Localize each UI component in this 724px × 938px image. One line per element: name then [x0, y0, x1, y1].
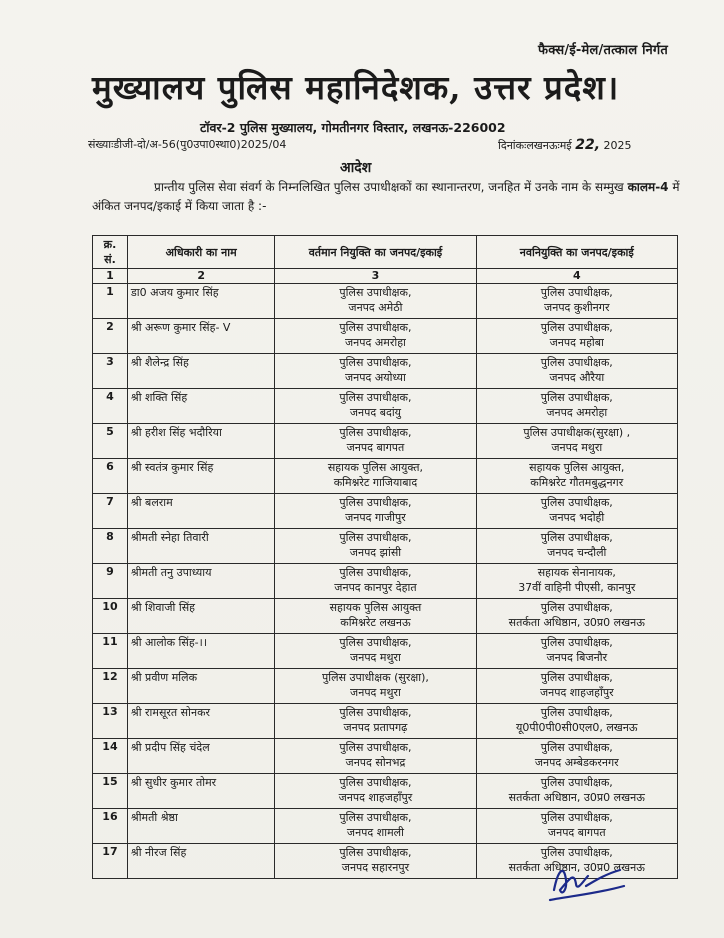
signature-icon: [540, 850, 630, 910]
officer-name-cell: श्री अरूण कुमार सिंह- V: [127, 319, 274, 354]
current-posting-cell: [275, 494, 476, 529]
serial-number-cell: 8: [93, 529, 128, 564]
new-posting-cell: [476, 634, 677, 669]
date-prefix: दिनांकःलखनऊःमई: [498, 139, 572, 152]
posting-line: जनपद बिजनौर: [546, 651, 608, 664]
table-row: [93, 669, 678, 704]
current-posting-cell: [275, 774, 476, 809]
posting-line: पुलिस उपाधीक्षक,: [540, 706, 613, 719]
current-posting-cell: [275, 389, 476, 424]
table-row: [93, 774, 678, 809]
table-row: [93, 354, 678, 389]
serial-number-cell: 7: [93, 494, 128, 529]
table-row: [93, 284, 678, 319]
posting-line: पुलिस उपाधीक्षक,: [540, 391, 613, 404]
serial-number-cell: 11: [93, 634, 128, 669]
current-posting-cell: [275, 424, 476, 459]
new-posting-cell: [476, 599, 677, 634]
header-serial: क्र. सं.: [93, 236, 128, 269]
table-row: [93, 599, 678, 634]
current-posting-cell: [275, 669, 476, 704]
current-posting-cell: [275, 529, 476, 564]
new-posting-cell: [476, 284, 677, 319]
reference-line: [88, 137, 668, 152]
new-posting-cell: [476, 669, 677, 704]
posting-line: पुलिस उपाधीक्षक,: [540, 636, 613, 649]
officer-name-cell: श्री बलराम: [127, 494, 274, 529]
posting-line: पुलिस उपाधीक्षक,: [540, 671, 613, 684]
serial-number-cell: 1: [93, 284, 128, 319]
reference-number: संख्याःडीजी-दो/अ-56(पु0उपा0स्था0)2025/04: [88, 138, 287, 151]
column-number: 1: [93, 269, 128, 284]
serial-number-cell: 16: [93, 809, 128, 844]
office-address: टॉवर-2 पुलिस मुख्यालय, गोमतीनगर विस्तार, लखनऊ-226002: [200, 120, 506, 135]
posting-line: पुलिस उपाधीक्षक,: [540, 531, 613, 544]
posting-line: सतर्कता अधिष्ठान, उ0प्र0 लखनऊ: [508, 861, 645, 874]
order-date: [498, 137, 632, 153]
posting-line: पुलिस उपाधीक्षक,: [339, 846, 412, 859]
intro-text-1: प्रान्तीय पुलिस सेवा संवर्ग के निम्नलिखित पुलिस उपाधीक्षकों का स्थानान्तरण, जनहित में उनके नाम के सम्मुख: [154, 180, 628, 194]
posting-line: पुलिस उपाधीक्षक,: [339, 356, 412, 369]
table-row: [93, 739, 678, 774]
order-title: आदेश: [340, 160, 372, 176]
posting-line: जनपद शाहजहाँपुर: [338, 791, 413, 804]
officer-name-cell: श्री रामसूरत सोनकर: [127, 704, 274, 739]
posting-line: जनपद शामली: [346, 826, 404, 839]
posting-line: सहायक पुलिस आयुक्त,: [529, 461, 625, 474]
intro-column-ref: कालम-4: [627, 180, 669, 194]
posting-line: जनपद बागपत: [547, 826, 606, 839]
serial-number-cell: 6: [93, 459, 128, 494]
header-new-posting: नवनियुक्ति का जनपद/इकाई: [476, 236, 677, 269]
posting-line: यू0पी0पी0सी0एल0, लखनऊ: [515, 721, 638, 734]
serial-number-cell: 13: [93, 704, 128, 739]
posting-line: पुलिस उपाधीक्षक,: [339, 286, 412, 299]
serial-number-cell: 3: [93, 354, 128, 389]
current-posting-cell: [275, 739, 476, 774]
new-posting-cell: [476, 354, 677, 389]
posting-line: पुलिस उपाधीक्षक,: [540, 601, 613, 614]
officer-name-cell: श्री शक्ति सिंह: [127, 389, 274, 424]
new-posting-cell: [476, 389, 677, 424]
posting-line: पुलिस उपाधीक्षक,: [540, 286, 613, 299]
current-posting-cell: [275, 844, 476, 879]
posting-line: पुलिस उपाधीक्षक,: [339, 496, 412, 509]
table-row: [93, 529, 678, 564]
table-row: [93, 389, 678, 424]
posting-line: सतर्कता अधिष्ठान, उ0प्र0 लखनऊ: [508, 791, 645, 804]
posting-line: जनपद महोबा: [549, 336, 604, 349]
serial-number-cell: 14: [93, 739, 128, 774]
current-posting-cell: [275, 564, 476, 599]
new-posting-cell: [476, 564, 677, 599]
new-posting-cell: [476, 494, 677, 529]
new-posting-cell: [476, 704, 677, 739]
column-number: 3: [275, 269, 476, 284]
posting-line: जनपद अयोध्या: [345, 371, 406, 384]
posting-line: जनपद बागपत: [346, 441, 405, 454]
officer-name-cell: श्रीमती स्नेहा तिवारी: [127, 529, 274, 564]
new-posting-cell: [476, 459, 677, 494]
posting-line: जनपद अम्बेडकरनगर: [534, 756, 619, 769]
posting-line: जनपद कुशीनगर: [544, 301, 610, 314]
table-row: [93, 809, 678, 844]
transfer-table: [92, 235, 678, 879]
new-posting-cell: [476, 529, 677, 564]
posting-line: पुलिस उपाधीक्षक,: [339, 426, 412, 439]
serial-number-cell: 17: [93, 844, 128, 879]
posting-line: जनपद सहारनपुर: [341, 861, 410, 874]
posting-line: सहायक पुलिस आयुक्त: [329, 601, 422, 614]
posting-line: कमिश्नरेट गौतमबुद्धनगर: [530, 476, 624, 489]
posting-line: पुलिस उपाधीक्षक,: [339, 706, 412, 719]
posting-line: कमिश्नरेट गाजियाबाद: [333, 476, 418, 489]
posting-line: पुलिस उपाधीक्षक,: [540, 321, 613, 334]
posting-line: पुलिस उपाधीक्षक,: [339, 531, 412, 544]
current-posting-cell: [275, 284, 476, 319]
posting-line: जनपद गाजीपुर: [345, 511, 406, 524]
posting-line: पुलिस उपाधीक्षक,: [540, 846, 613, 859]
officer-name-cell: श्री प्रवीण मलिक: [127, 669, 274, 704]
posting-line: जनपद औरैया: [549, 371, 605, 384]
table-row: [93, 459, 678, 494]
current-posting-cell: [275, 809, 476, 844]
table-row: [93, 319, 678, 354]
serial-number-cell: 10: [93, 599, 128, 634]
posting-line: पुलिस उपाधीक्षक,: [339, 741, 412, 754]
posting-line: 37वीं वाहिनी पीएसी, कानपुर: [518, 581, 636, 594]
serial-number-cell: 12: [93, 669, 128, 704]
posting-line: पुलिस उपाधीक्षक,: [339, 636, 412, 649]
current-posting-cell: [275, 354, 476, 389]
officer-name-cell: श्री सुधीर कुमार तोमर: [127, 774, 274, 809]
posting-line: जनपद चन्दौली: [547, 546, 607, 559]
posting-line: कमिश्नरेट लखनऊ: [340, 616, 411, 629]
posting-line: सहायक पुलिस आयुक्त,: [327, 461, 424, 474]
posting-line: जनपद कानपुर देहात: [334, 581, 417, 594]
date-year: 2025: [603, 139, 632, 152]
table-row: [93, 704, 678, 739]
current-posting-cell: [275, 459, 476, 494]
posting-line: पुलिस उपाधीक्षक,: [339, 811, 412, 824]
officer-name-cell: श्रीमती तनु उपाध्याय: [127, 564, 274, 599]
fax-email-urgent-label: फैक्स/ई-मेल/तत्काल निर्गत: [537, 43, 668, 58]
posting-line: जनपद मथुरा: [551, 441, 603, 454]
serial-number-cell: 4: [93, 389, 128, 424]
table-header-row: [93, 236, 678, 269]
new-posting-cell: [476, 809, 677, 844]
posting-line: जनपद अमरोहा: [546, 406, 608, 419]
officer-name-cell: श्री शिवाजी सिंह: [127, 599, 274, 634]
new-posting-cell: [476, 739, 677, 774]
officer-name-cell: श्री प्रदीप सिंह चंदेल: [127, 739, 274, 774]
column-number-row: [93, 269, 678, 284]
date-day: 22,: [575, 137, 601, 153]
office-masthead: मुख्यालय पुलिस महानिदेशक, उत्तर प्रदेश।: [92, 68, 620, 107]
officer-name-cell: डा0 अजय कुमार सिंह: [127, 284, 274, 319]
intro-text-2: में अंकित जनपद/इकाई में किया जाता है :-: [92, 180, 680, 213]
current-posting-cell: [275, 319, 476, 354]
table-row: [93, 634, 678, 669]
current-posting-cell: [275, 599, 476, 634]
officer-name-cell: श्री शैलेन्द्र सिंह: [127, 354, 274, 389]
posting-line: सहायक सेनानायक,: [537, 566, 616, 579]
table-row: [93, 564, 678, 599]
posting-line: पुलिस उपाधीक्षक,: [540, 741, 613, 754]
posting-line: पुलिस उपाधीक्षक,: [339, 391, 412, 404]
posting-line: जनपद झांसी: [349, 546, 402, 559]
posting-line: पुलिस उपाधीक्षक,: [540, 496, 613, 509]
posting-line: जनपद बदांयु: [349, 406, 402, 419]
current-posting-cell: [275, 634, 476, 669]
posting-line: सतर्कता अधिष्ठान, उ0प्र0 लखनऊ: [508, 616, 645, 629]
posting-line: पुलिस उपाधीक्षक,: [540, 356, 613, 369]
column-number: 2: [127, 269, 274, 284]
current-posting-cell: [275, 704, 476, 739]
officer-name-cell: श्री आलोक सिंह-।।: [127, 634, 274, 669]
table-row: [93, 424, 678, 459]
posting-line: जनपद मथुरा: [350, 686, 401, 699]
officer-name-cell: श्री स्वतंत्र कुमार सिंह: [127, 459, 274, 494]
posting-line: पुलिस उपाधीक्षक,: [540, 776, 613, 789]
posting-line: जनपद अमरोहा: [345, 336, 406, 349]
posting-line: जनपद भदोही: [549, 511, 605, 524]
posting-line: पुलिस उपाधीक्षक,: [339, 321, 412, 334]
table-row: [93, 494, 678, 529]
posting-line: पुलिस उपाधीक्षक,: [339, 566, 412, 579]
posting-line: पुलिस उपाधीक्षक,: [339, 776, 412, 789]
posting-line: जनपद सोनभद्र: [345, 756, 406, 769]
posting-line: जनपद शाहजहाँपुर: [539, 686, 614, 699]
new-posting-cell: [476, 319, 677, 354]
new-posting-cell: [476, 424, 677, 459]
posting-line: पुलिस उपाधीक्षक,: [540, 811, 613, 824]
serial-number-cell: 9: [93, 564, 128, 599]
officer-name-cell: श्री हरीश सिंह भदौरिया: [127, 424, 274, 459]
column-number: 4: [476, 269, 677, 284]
serial-number-cell: 5: [93, 424, 128, 459]
posting-line: पुलिस उपाधीक्षक (सुरक्षा),: [322, 671, 429, 684]
posting-line: जनपद अमेठी: [348, 301, 403, 314]
posting-line: जनपद मथुरा: [350, 651, 401, 664]
officer-name-cell: श्रीमती श्रेष्ठा: [127, 809, 274, 844]
serial-number-cell: 15: [93, 774, 128, 809]
header-officer-name: अधिकारी का नाम: [127, 236, 274, 269]
table-body: [93, 284, 678, 879]
serial-number-cell: 2: [93, 319, 128, 354]
posting-line: पुलिस उपाधीक्षक(सुरक्षा) ,: [523, 426, 631, 439]
header-current-posting: वर्तमान नियुक्ति का जनपद/इकाई: [275, 236, 476, 269]
order-intro: [92, 178, 682, 216]
officer-name-cell: श्री नीरज सिंह: [127, 844, 274, 879]
posting-line: जनपद प्रतापगढ़: [343, 721, 408, 734]
new-posting-cell: [476, 774, 677, 809]
